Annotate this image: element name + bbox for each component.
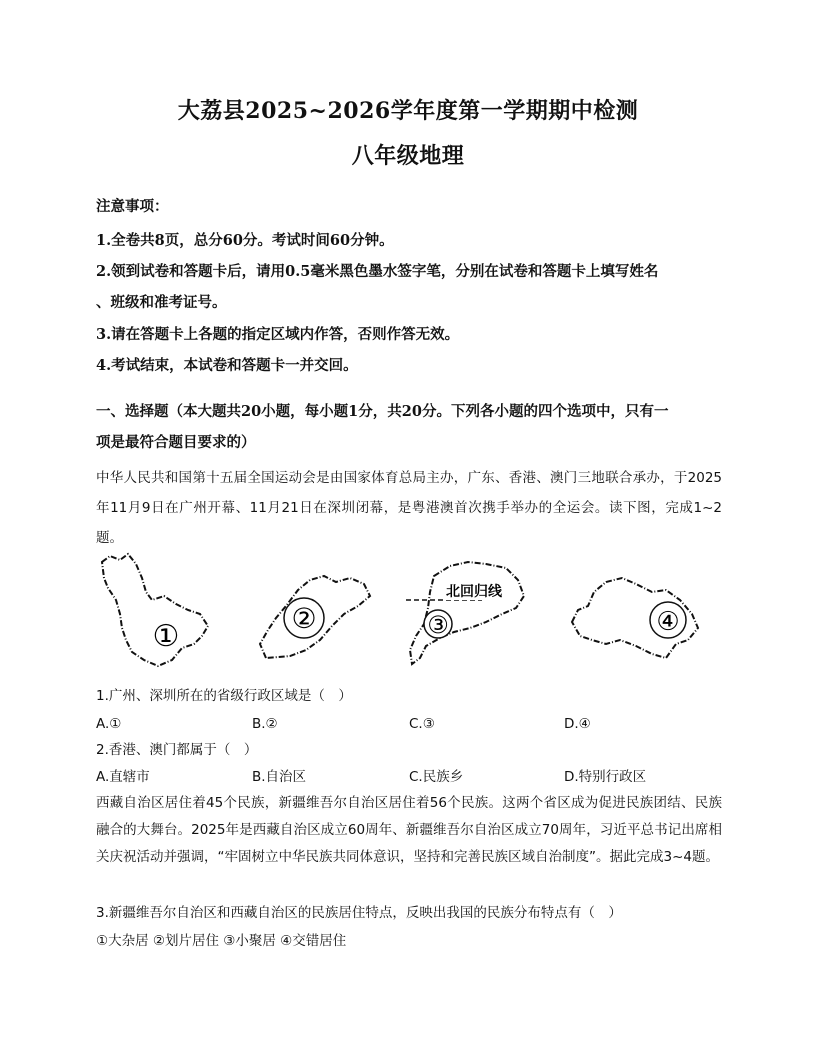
province-map-3 <box>406 558 536 673</box>
map-label-2: ② <box>291 602 317 635</box>
passage-1: 中华人民共和国第十五届全国运动会是由国家体育总局主办，广东、香港、澳门三地联合承办，于2025年11月9日在广州开幕、11月21日在深圳闭幕，是粤港澳首次携手举办的全运会。读下图，完成1~2题。 <box>96 470 722 546</box>
notice-heading: 注意事项： <box>96 198 169 215</box>
q2-option-a[interactable]: A.直辖市 <box>96 769 150 785</box>
q2-option-c[interactable]: C.民族乡 <box>409 769 464 785</box>
province-map-1 <box>96 548 226 673</box>
map-label-3: ③ <box>427 611 449 639</box>
notice-item-2: 2.领到试卷和答题卡后，请用0.5毫米黑色墨水签字笔，分别在试卷和答题卡上填写姓名 <box>96 263 659 280</box>
question-3-stem: 3.新疆维吾尔自治区和西藏自治区的民族居住特点，反映出我国的民族分布特点有（ ） <box>96 905 622 921</box>
map-label-1: ① <box>152 619 180 654</box>
q1-option-a[interactable]: A.① <box>96 716 122 732</box>
q1-option-c[interactable]: C.③ <box>409 716 435 732</box>
province-map-4 <box>566 570 711 665</box>
exam-title: 大荔县2025~2026学年度第一学期期中检测 <box>177 98 639 124</box>
province-map-2 <box>246 570 386 665</box>
passage-2: 西藏自治区居住着45个民族，新疆维吾尔自治区居住着56个民族。这两个省区成为促进民族团结、民族融合的大舞台。2025年是西藏自治区成立60周年、新疆维吾尔自治区成立70周年，习近平总书记出席相关庆祝活动并强调，“牢固树立中华民族共同体意识，坚持和完善民族区域自治制度”。据此完成3~4题。 <box>96 795 722 865</box>
question-3-choices: ①大杂居 ②划片居住 ③小聚居 ④交错居住 <box>96 933 347 949</box>
map-label-4: ④ <box>656 607 680 637</box>
q2-option-b[interactable]: B.自治区 <box>252 769 307 785</box>
question-1-stem: 1.广州、深圳所在的省级行政区域是（ ） <box>96 688 352 704</box>
question-2-stem: 2.香港、澳门都属于（ ） <box>96 742 258 758</box>
q1-option-d[interactable]: D.④ <box>564 716 591 732</box>
section-heading-line-2: 项是最符合题目要求的） <box>96 434 256 451</box>
notice-item-3: 3.请在答题卡上各题的指定区域内作答，否则作答无效。 <box>96 326 460 343</box>
notice-item-2-cont: 、班级和准考证号。 <box>96 294 227 311</box>
province-maps <box>96 548 736 678</box>
notice-item-4: 4.考试结束，本试卷和答题卡一并交回。 <box>96 357 358 374</box>
exam-subtitle: 八年级地理 <box>351 143 465 169</box>
q1-option-b[interactable]: B.② <box>252 716 278 732</box>
notice-item-1: 1.全卷共8页，总分60分。考试时间60分钟。 <box>96 232 394 249</box>
section-heading-line-1: 一、选择题（本大题共20小题，每小题1分，共20分。下列各小题的四个选项中，只有一 <box>96 403 669 420</box>
q2-option-d[interactable]: D.特别行政区 <box>564 769 647 785</box>
tropic-of-cancer-label: 北回归线 <box>446 584 502 600</box>
